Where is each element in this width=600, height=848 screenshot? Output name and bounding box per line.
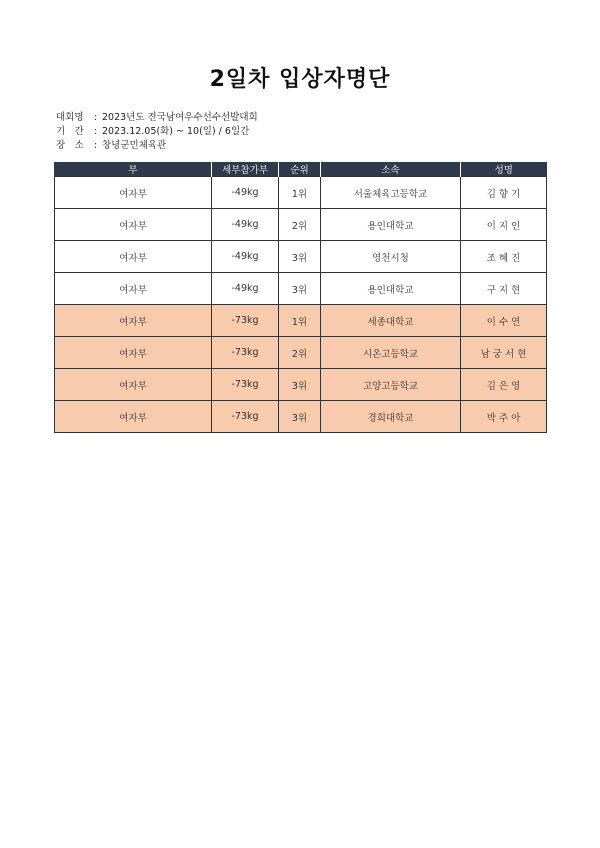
- cell-name: 조 혜 진: [461, 241, 547, 273]
- info-label: 장 소: [56, 140, 84, 151]
- cell-rank: 3위: [279, 401, 321, 433]
- cell-affiliation: 서울체육고등학교: [321, 177, 461, 209]
- cell-name: 박 주 아: [461, 401, 547, 433]
- cell-weight-class: -73kg: [212, 305, 279, 337]
- cell-weight-class: -49kg: [212, 209, 279, 241]
- cell-weight-class: -73kg: [212, 369, 279, 401]
- info-row-period: [56, 125, 258, 139]
- cell-rank: 2위: [279, 337, 321, 369]
- header-affiliation: 소속: [321, 162, 461, 177]
- info-separator: :: [94, 140, 98, 151]
- cell-rank: 3위: [279, 273, 321, 305]
- cell-weight-class: -49kg: [212, 241, 279, 273]
- cell-division: 여자부: [55, 305, 212, 337]
- table-row: [55, 241, 547, 273]
- info-value: 2023.12.05(화) ~ 10(일) / 6일간: [102, 126, 250, 137]
- cell-weight-class: -73kg: [212, 401, 279, 433]
- cell-rank: 3위: [279, 241, 321, 273]
- cell-rank: 3위: [279, 369, 321, 401]
- page-title: 2일차 입상자명단: [209, 67, 391, 92]
- table-row-highlighted: [55, 401, 547, 433]
- cell-division: 여자부: [55, 401, 212, 433]
- cell-name: 남 궁 서 현: [461, 337, 547, 369]
- info-label: 대회명: [56, 112, 84, 123]
- competition-info: [56, 111, 258, 153]
- cell-name: 김 은 영: [461, 369, 547, 401]
- header-name: 성명: [461, 162, 547, 177]
- cell-affiliation: 세종대학교: [321, 305, 461, 337]
- cell-name: 구 지 현: [461, 273, 547, 305]
- info-value: 창녕군민체육관: [102, 140, 167, 151]
- results-table: [54, 162, 547, 433]
- cell-affiliation: 용인대학교: [321, 209, 461, 241]
- cell-division: 여자부: [55, 241, 212, 273]
- cell-weight-class: -73kg: [212, 337, 279, 369]
- table-row-highlighted: [55, 305, 547, 337]
- cell-affiliation: 용인대학교: [321, 273, 461, 305]
- cell-affiliation: 경희대학교: [321, 401, 461, 433]
- table-row: [55, 209, 547, 241]
- cell-affiliation: 영천시청: [321, 241, 461, 273]
- table-row: [55, 177, 547, 209]
- info-separator: :: [94, 112, 98, 123]
- info-separator: :: [94, 126, 98, 137]
- info-label: 기 간: [56, 126, 84, 137]
- table-row-highlighted: [55, 369, 547, 401]
- cell-division: 여자부: [55, 369, 212, 401]
- header-rank: 순위: [279, 162, 321, 177]
- header-weight-class: 세부참가부: [212, 162, 279, 177]
- header-division: 부: [55, 162, 212, 177]
- cell-name: 이 수 연: [461, 305, 547, 337]
- cell-division: 여자부: [55, 337, 212, 369]
- table-row-highlighted: [55, 337, 547, 369]
- cell-division: 여자부: [55, 209, 212, 241]
- cell-affiliation: 고양고등학교: [321, 369, 461, 401]
- info-row-competition: [56, 111, 258, 125]
- cell-rank: 1위: [279, 305, 321, 337]
- info-row-venue: [56, 139, 258, 153]
- table-header-row: [55, 162, 547, 177]
- info-value: 2023년도 전국남여우수선수선발대회: [102, 112, 258, 123]
- cell-division: 여자부: [55, 273, 212, 305]
- cell-affiliation: 시온고등학교: [321, 337, 461, 369]
- cell-rank: 2위: [279, 209, 321, 241]
- cell-name: 김 향 기: [461, 177, 547, 209]
- cell-name: 이 지 인: [461, 209, 547, 241]
- cell-rank: 1위: [279, 177, 321, 209]
- cell-weight-class: -49kg: [212, 177, 279, 209]
- table-row: [55, 273, 547, 305]
- cell-weight-class: -49kg: [212, 273, 279, 305]
- cell-division: 여자부: [55, 177, 212, 209]
